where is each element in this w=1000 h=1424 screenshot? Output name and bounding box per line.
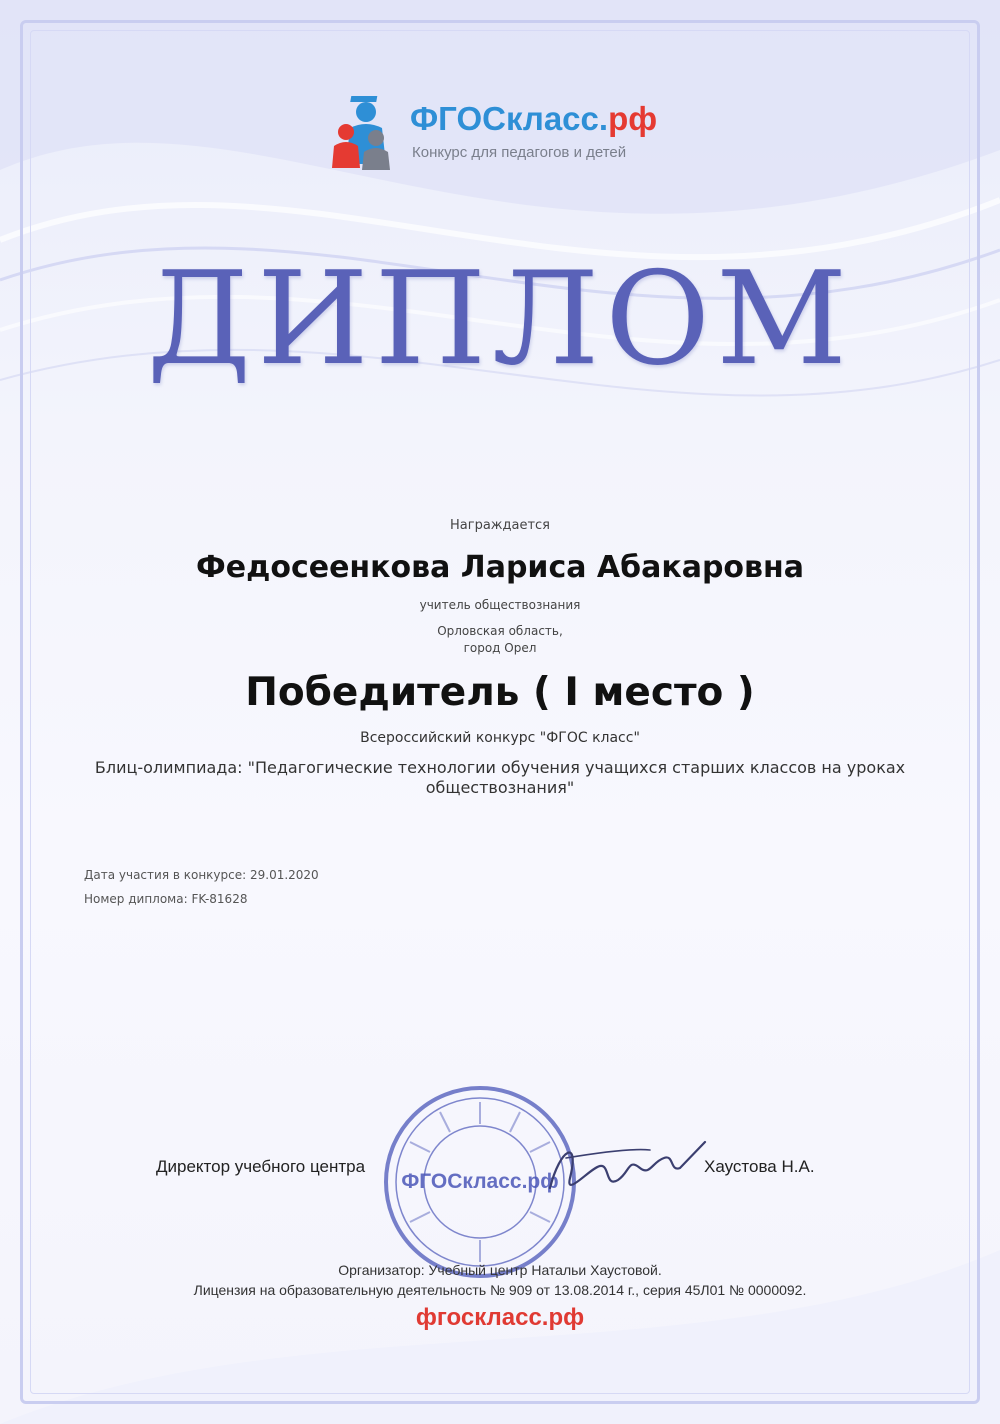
signature-name: Хаустова Н.А.	[704, 1157, 815, 1176]
logo-subtitle: Конкурс для педагогов и детей	[412, 144, 627, 161]
olympiad-name: Блиц-олимпиада: "Педагогические технологии обучения учащихся старших классов на уроках обществознания"	[94, 758, 906, 797]
footer-license: Лицензия на образовательную деятельность № 909 от 13.08.2014 г., серия 45Л01 № 0000092.	[193, 1282, 807, 1298]
logo	[330, 92, 690, 172]
contest-name: Всероссийский конкурс "ФГОС класс"	[360, 730, 640, 746]
recipient-position: учитель обществознания	[419, 598, 581, 612]
logo-title: ФГОСкласс.рф	[410, 100, 658, 137]
result-title: Победитель ( I место )	[245, 670, 755, 715]
recipient-name: Федосеенкова Лариса Абакаровна	[196, 550, 804, 585]
awarded-label: Награждается	[450, 518, 550, 533]
signature-role: Директор учебного центра	[156, 1157, 366, 1176]
stamp-text: ФГОСкласс.рф	[401, 1170, 559, 1193]
director-signature	[540, 1128, 710, 1208]
participation-date: Дата участия в конкурсе: 29.01.2020	[84, 868, 319, 882]
recipient-city: город Орел	[463, 641, 537, 655]
recipient-region: Орловская область,	[437, 624, 563, 638]
diploma-number: Номер диплома: FK-81628	[84, 892, 248, 906]
footer-organizer: Организатор: Учебный центр Натальи Хаустовой.	[338, 1262, 662, 1278]
logo-figures-icon	[330, 92, 406, 172]
footer-site-link[interactable]: фгосклacc.рф	[415, 1304, 585, 1331]
diploma-heading: ДИПЛОМ	[146, 245, 854, 394]
